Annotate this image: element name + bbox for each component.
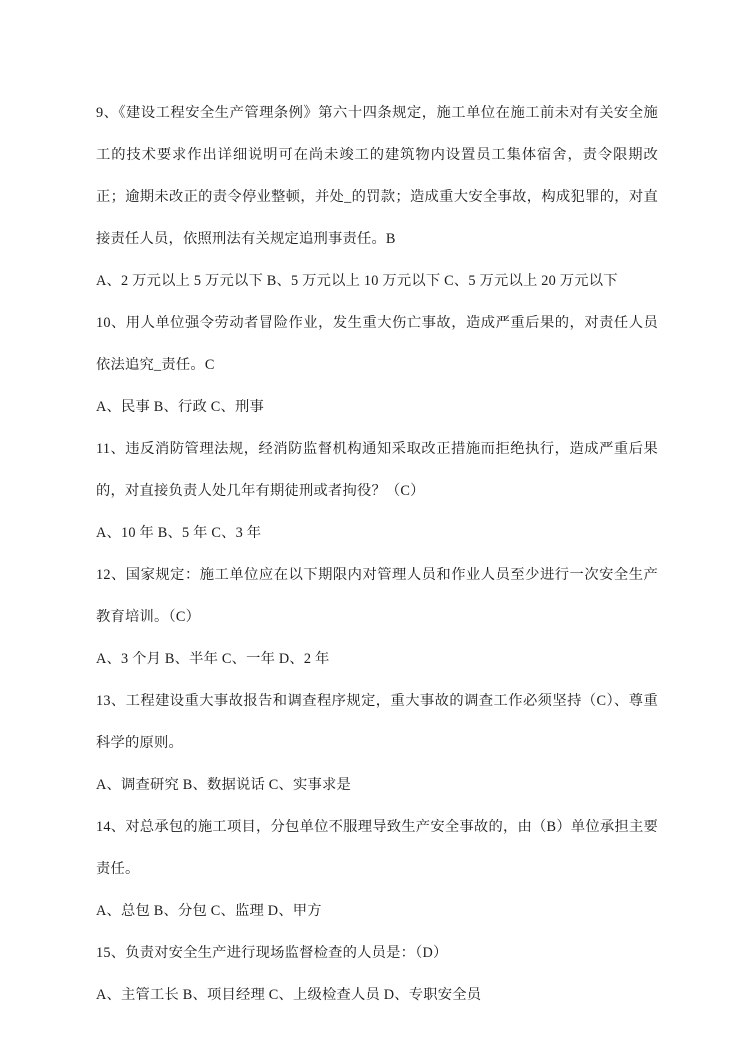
question-10: 10、用人单位强令劳动者冒险作业，发生重大伤亡事故，造成严重后果的，对责任人员依法追究_责任。C bbox=[96, 315, 658, 373]
question-11: 11、违反消防管理法规，经消防监督机构通知采取改正措施而拒绝执行，造成严重后果的，对直接负责人处几年有期徒刑或者拘役？（C） bbox=[96, 441, 658, 499]
answer-options-11: A、10 年 B、5 年 C、3 年 bbox=[96, 525, 262, 541]
question-12: 12、国家规定：施工单位应在以下期限内对管理人员和作业人员至少进行一次安全生产教育培训。（C） bbox=[96, 567, 658, 625]
answer-options-12: A、3 个月 B、半年 C、一年 D、2 年 bbox=[96, 651, 330, 667]
answer-options-15: A、主管工长 B、项目经理 C、上级检查人员 D、专职安全员 bbox=[96, 987, 482, 1003]
document-body bbox=[96, 92, 658, 1016]
question-15: 15、负责对安全生产进行现场监督检查的人员是：（D） bbox=[96, 945, 448, 961]
question-14: 14、对总承包的施工项目，分包单位不服理导致生产安全事故的，由（B）单位承担主要责任。 bbox=[96, 819, 658, 877]
question-13: 13、工程建设重大事故报告和调查程序规定，重大事故的调查工作必须坚持（C）、尊重科学的原则。 bbox=[96, 693, 658, 751]
answer-options-9: A、2 万元以上 5 万元以下 B、5 万元以上 10 万元以下 C、5 万元以上 20 万元以下 bbox=[96, 273, 618, 289]
answer-options-10: A、民事 B、行政 C、刑事 bbox=[96, 399, 265, 415]
answer-options-14: A、总包 B、分包 C、监理 D、甲方 bbox=[96, 903, 322, 919]
question-9: 9、《建设工程安全生产管理条例》第六十四条规定，施工单位在施工前未对有关安全施工的技术要求作出详细说明可在尚未竣工的建筑物内设置员工集体宿舍，责令限期改正；逾期未改正的责令停业整顿，并处_的罚款；造成重大安全事故，构成犯罪的，对直接责任人员，依照刑法有关规定追刑事责任。B bbox=[96, 105, 658, 247]
answer-options-13: A、调查研究 B、数据说话 C、实事求是 bbox=[96, 777, 351, 793]
